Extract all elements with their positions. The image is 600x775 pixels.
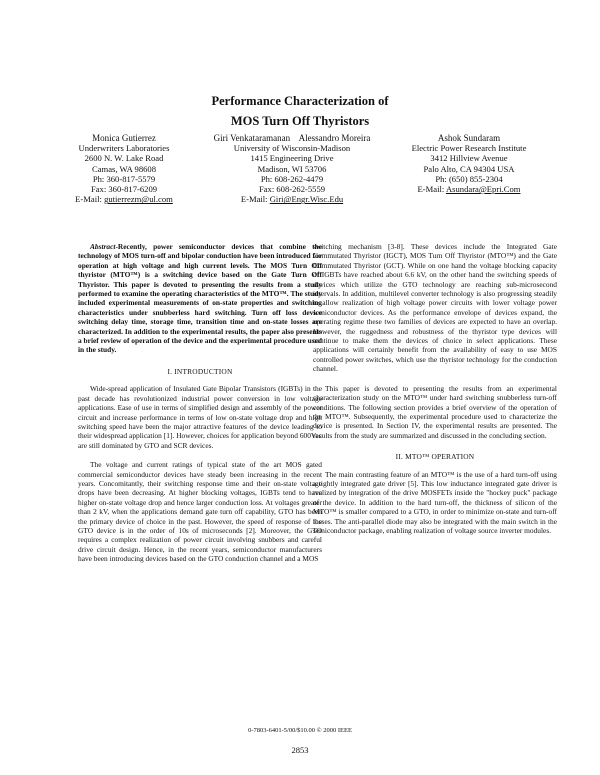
author-block-sundaram — [398, 133, 540, 194]
intro-paragraph-4: This paper is devoted to presenting the results from an experimental characterization study on the MTO™ under hard switching snubberless turn-off conditions. The following section provides a brief overview of the operation of the MTO™. Subsequently, the experimental procedure used to characterize the device is presented. In Section IV, the experimental results are presented. The results from the study are summarized and discussed in the concluding section. — [313, 383, 557, 440]
author-address: 2600 N. W. Lake Road — [84, 153, 164, 164]
email-label: E-Mail: — [75, 194, 105, 205]
author-email-line — [62, 194, 186, 204]
intro-paragraph-1: Wide-spread application of Insulated Gate Bipolar Transistors (IGBTs) in the past decade has revolutionized industrial power conversion in low voltage applications. Ease of use in terms of simplified design and assembly of the power circuit and increase performance in terms of low on-state voltage drop and high switching speed have been the major attractive features of the device leading to their widespread application [1]. However, choices for application beyond 600Vac are still dominated by GTO and SCR devices. — [78, 384, 322, 450]
intro-paragraph-2: The voltage and current ratings of typical state of the art MOS gated commercial semiconductor devices have steady been increasing in the recent years. Concomitantly, their switching response time and their on-state voltage drops have been decreasing. At higher blocking voltages, IGBTs tend to have higher on-state voltage drop and hence larger conduction loss. At voltages greater than 2 kV, when the applications demand gate turn off capability, GTO has been the primary device of choice in the past. However, the speed of response of the GTO device is in the order of 10s of microseconds [2]. Moreover, the GTO requires a complex realization of power circuit involving snubbers and careful drive circuit design. Hence, in the recent years, semiconductor manufacturers have been introducing devices based on the GTO conduction channel and a MOS — [78, 460, 322, 564]
email-label: E-Mail: — [417, 184, 446, 195]
author-name: Giri Venkataramanan Alessandro Moreira — [213, 133, 371, 143]
author-email-link[interactable]: gutierrezm@ul.com — [104, 194, 173, 205]
paper-title-line-1: Performance Characterization of — [211, 94, 389, 108]
author-fax: Fax: 608-262-5559 — [258, 184, 326, 195]
section-heading-mto-operation: II. MTO™ OPERATION — [395, 452, 475, 462]
paper-title-line-2: MOS Turn Off Thyristors — [230, 114, 370, 128]
intro-paragraph-3: switching mechanism [3-8]. These devices include the Integrated Gate Commutated Thyristor (IGCT), MOS Turn Off Thyristor (MTO™) and the Gate Commutated Thyristor (GCT). While on one hand the voltage blocking capacity of IGBTs have reached about 6.6 kV, on the other hand the switching speeds of devices which utilize the GTO technology are reaching sub-microsecond intervals. In addition, multilevel converter technology is also progressing steadily to allow realization of high voltage power circuits with lower voltage power semiconductor devices. As the performance envelope of devices expand, the operating regime these two families of devices are expected to have an overlap. However, the ruggedness and robustness of the thyristor type devices will continue to make them the devices of choice in select applications. These applications will certainly benefit from the availability of easy to use MOS controlled power switches, which use the thyristor technology for the conduction channel. — [313, 242, 557, 374]
footer-copyright-code: 0-7803-6401-5/00/$10.00 © 2000 IEEE — [248, 727, 352, 734]
author-phone: Ph: 608-262-4479 — [260, 173, 324, 184]
mto-operation-paragraph: The main contrasting feature of an MTO™ is the use of a hard turn-off using a tightly integrated gate driver [5]. This low inductance integrated gate driver is realized by integration of the drive MOSFETs inside the "hockey puck" package of the device. In addition to the hard turn-off, the thickness of silicon of the MTO™ is smaller compared to a GTO, in order to minimize on-state and turn-off losses. The anti-parallel diode may also be integrated with the main switch in the semiconductor package, enabling realization of voltage source inverter modules. — [313, 469, 557, 535]
author-phone: Ph: (650) 855-2304 — [435, 173, 503, 184]
page-number: 2853 — [291, 745, 309, 755]
author-block-gutierrez — [62, 133, 186, 204]
abstract — [78, 242, 322, 355]
author-email-link[interactable]: Giri@Engr.Wisc.Edu — [269, 194, 344, 205]
author-name: Ashok Sundaram — [437, 133, 501, 143]
author-city: Palo Alto, CA 94304 USA — [423, 163, 515, 174]
right-column — [313, 242, 557, 535]
author-email-link[interactable]: Asundara@Epri.Com — [445, 184, 521, 195]
author-address: 1415 Engineering Drive — [250, 153, 334, 164]
abstract-lead: Abstract — [90, 242, 116, 251]
author-phone: Ph: 360-817-5579 — [92, 173, 156, 184]
section-heading-introduction: I. INTRODUCTION — [167, 366, 233, 376]
author-affiliation: University of Wisconsin-Madison — [233, 143, 351, 154]
author-address: 3412 Hillview Avenue — [430, 153, 508, 164]
author-email-line — [398, 184, 540, 194]
author-affiliation: Electric Power Research Institute — [411, 143, 527, 154]
author-affiliation: Underwriters Laboratories — [78, 143, 170, 154]
left-column — [78, 242, 322, 564]
author-fax: Fax: 360-817-6209 — [90, 184, 158, 195]
author-block-venkataramanan-moreira — [194, 133, 390, 204]
author-name: Monica Gutierrez — [92, 133, 156, 143]
email-label: E-Mail: — [240, 194, 270, 205]
author-city: Camas, WA 98608 — [91, 163, 157, 174]
author-email-line — [194, 194, 390, 204]
abstract-body: -Recently, power semiconductor devices that combine the technology of MOS turn-off and bipolar conduction have been introduced for operation at high voltage and high current levels. The MOS Turn Off thyristor (MTO™) is a switching device based on the Gate Turn Off Thyristor. This paper is devoted to presenting the results from a study performed to examine the operating characteristics of the MTO™. The study included experimental measurements of on-state properties and switching characteristics under snubberless hard switching. Turn off loss device switching delay time, storage time, transition time and on-state losses are characterized. In addition to the experimental results, the paper also presents a brief review of operation of the device and the experimental procedure used in the study. — [78, 242, 322, 355]
author-city: Madison, WI 53706 — [257, 163, 327, 174]
